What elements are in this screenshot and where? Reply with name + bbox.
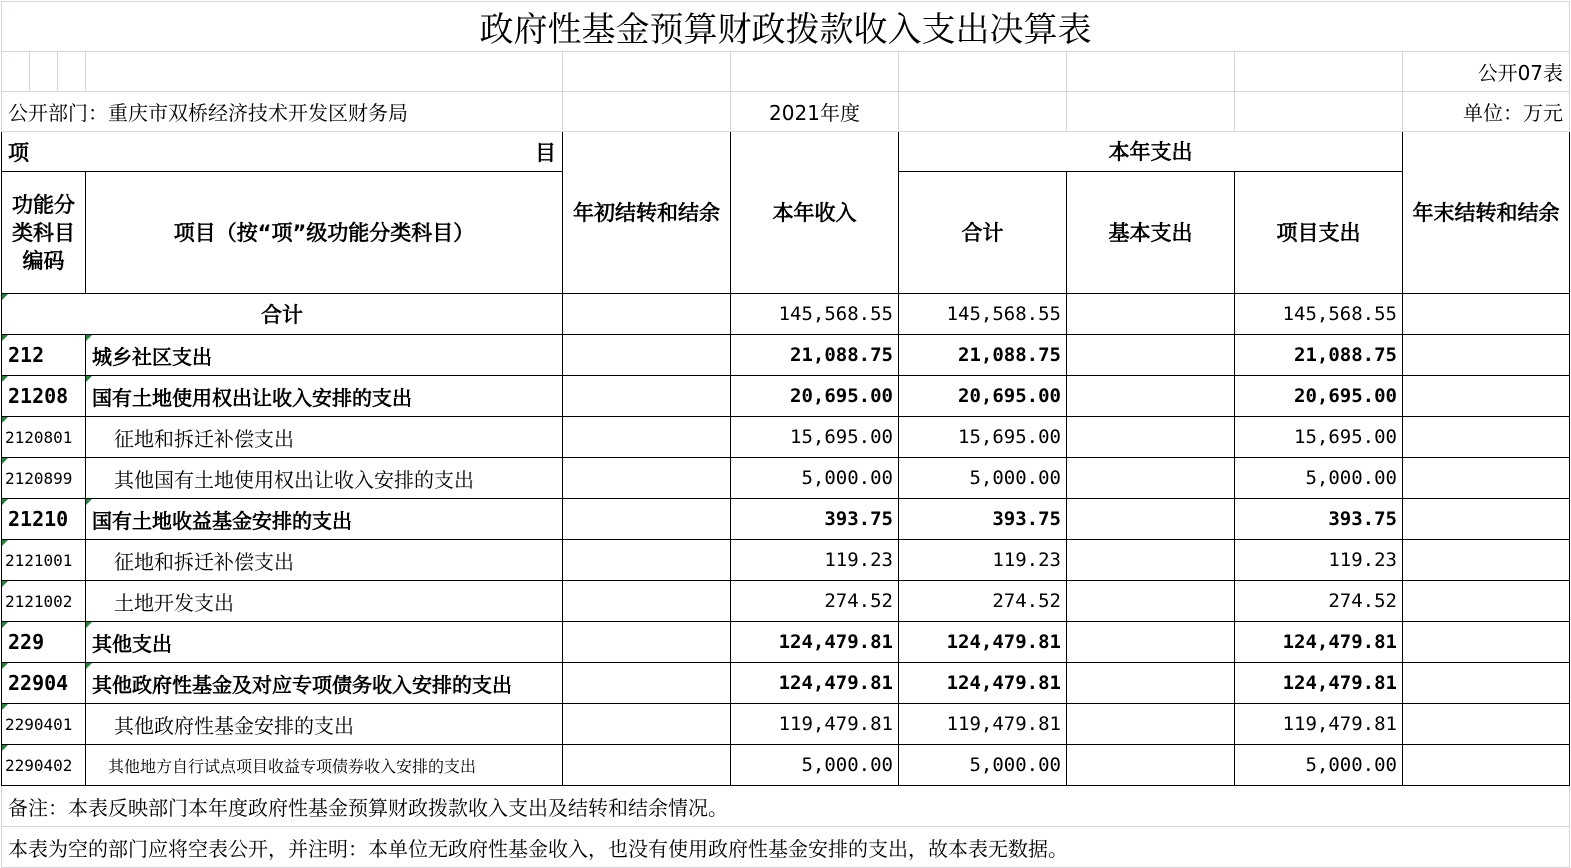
row-income[interactable]: 15,695.00 — [731, 417, 899, 458]
row-basic[interactable] — [1067, 581, 1235, 622]
row-code[interactable]: 22904 — [2, 663, 86, 704]
income-header: 本年收入 — [731, 132, 899, 294]
table-row — [2, 417, 1570, 458]
row-project[interactable]: 5,000.00 — [1235, 745, 1403, 786]
note-1: 备注：本表反映部门本年度政府性基金预算财政拨款收入支出及结转和结余情况。 — [2, 786, 1570, 827]
row-name[interactable]: 其他国有土地使用权出让收入安排的支出 — [86, 458, 563, 499]
empty-cell[interactable] — [563, 52, 731, 92]
table-row — [2, 540, 1570, 581]
empty-cell[interactable] — [2, 52, 30, 92]
empty-cell[interactable] — [58, 52, 86, 92]
row-code[interactable]: 2290402 — [2, 745, 86, 786]
row-code[interactable]: 2121002 — [2, 581, 86, 622]
unit-label: 单位：万元 — [1403, 92, 1570, 132]
row-code[interactable]: 21208 — [2, 376, 86, 417]
budget-sheet — [1, 1, 1570, 868]
row-income[interactable]: 274.52 — [731, 581, 899, 622]
row-closing[interactable] — [1403, 745, 1570, 786]
empty-cell[interactable] — [899, 92, 1067, 132]
row-basic[interactable] — [1067, 704, 1235, 745]
row-name[interactable]: 其他支出 — [86, 622, 563, 663]
row-closing[interactable] — [1403, 417, 1570, 458]
fiscal-year: 2021年度 — [731, 92, 899, 132]
row-income[interactable]: 5,000.00 — [731, 458, 899, 499]
department-label: 公开部门：重庆市双桥经济技术开发区财务局 — [2, 92, 563, 132]
row-basic[interactable] — [1067, 499, 1235, 540]
total-row-label: 合计 — [2, 294, 563, 335]
row-basic[interactable] — [1067, 458, 1235, 499]
row-opening[interactable] — [563, 704, 731, 745]
row-total[interactable]: 15,695.00 — [899, 417, 1067, 458]
row-name[interactable]: 国有土地使用权出让收入安排的支出 — [86, 376, 563, 417]
row-code[interactable]: 21210 — [2, 499, 86, 540]
code-column-header: 功能分类科目编码 — [2, 172, 86, 294]
row-total[interactable]: 5,000.00 — [899, 745, 1067, 786]
row-total[interactable]: 274.52 — [899, 581, 1067, 622]
expense-total-header: 合计 — [899, 172, 1067, 294]
row-basic[interactable] — [1067, 335, 1235, 376]
empty-cell[interactable] — [86, 52, 563, 92]
total-opening[interactable] — [563, 294, 731, 335]
row-name[interactable]: 征地和拆迁补偿支出 — [86, 540, 563, 581]
row-opening[interactable] — [563, 458, 731, 499]
opening-balance-header: 年初结转和结余 — [563, 132, 731, 294]
row-opening[interactable] — [563, 663, 731, 704]
row-closing[interactable] — [1403, 704, 1570, 745]
table-row — [2, 663, 1570, 704]
row-total[interactable]: 124,479.81 — [899, 622, 1067, 663]
table-row — [2, 335, 1570, 376]
row-code[interactable]: 229 — [2, 622, 86, 663]
empty-cell[interactable] — [1067, 52, 1235, 92]
row-closing[interactable] — [1403, 581, 1570, 622]
row-opening[interactable] — [563, 335, 731, 376]
table-row — [2, 376, 1570, 417]
row-basic[interactable] — [1067, 745, 1235, 786]
row-income[interactable]: 5,000.00 — [731, 745, 899, 786]
table-row — [2, 622, 1570, 663]
row-project[interactable]: 119,479.81 — [1235, 704, 1403, 745]
project-expense-header: 项目支出 — [1235, 172, 1403, 294]
row-total[interactable]: 21,088.75 — [899, 335, 1067, 376]
row-income[interactable]: 21,088.75 — [731, 335, 899, 376]
row-project[interactable]: 20,695.00 — [1235, 376, 1403, 417]
closing-balance-header: 年末结转和结余 — [1403, 132, 1570, 294]
expense-group-header: 本年支出 — [899, 132, 1403, 172]
row-closing[interactable] — [1403, 540, 1570, 581]
row-closing[interactable] — [1403, 622, 1570, 663]
row-opening[interactable] — [563, 745, 731, 786]
row-code[interactable]: 2290401 — [2, 704, 86, 745]
row-basic[interactable] — [1067, 663, 1235, 704]
row-total[interactable]: 124,479.81 — [899, 663, 1067, 704]
table-row — [2, 499, 1570, 540]
row-income[interactable]: 124,479.81 — [731, 622, 899, 663]
item-header-right: 目 — [535, 140, 556, 165]
total-closing[interactable] — [1403, 294, 1570, 335]
row-name[interactable]: 其他政府性基金安排的支出 — [86, 704, 563, 745]
row-total[interactable]: 20,695.00 — [899, 376, 1067, 417]
row-total[interactable]: 5,000.00 — [899, 458, 1067, 499]
table-row — [2, 745, 1570, 786]
row-opening[interactable] — [563, 376, 731, 417]
empty-cell[interactable] — [899, 52, 1067, 92]
row-income[interactable]: 393.75 — [731, 499, 899, 540]
table-row — [2, 458, 1570, 499]
row-code[interactable]: 2121001 — [2, 540, 86, 581]
row-name[interactable]: 其他政府性基金及对应专项债务收入安排的支出 — [86, 663, 563, 704]
empty-cell[interactable] — [30, 52, 58, 92]
row-name[interactable]: 其他地方自行试点项目收益专项债券收入安排的支出 — [86, 745, 563, 786]
table-row — [2, 704, 1570, 745]
row-name[interactable]: 国有土地收益基金安排的支出 — [86, 499, 563, 540]
item-header — [2, 132, 563, 172]
row-project[interactable]: 15,695.00 — [1235, 417, 1403, 458]
empty-cell[interactable] — [1235, 52, 1403, 92]
row-income[interactable]: 20,695.00 — [731, 376, 899, 417]
row-opening[interactable] — [563, 622, 731, 663]
row-project[interactable]: 124,479.81 — [1235, 622, 1403, 663]
basic-expense-header: 基本支出 — [1067, 172, 1235, 294]
row-closing[interactable] — [1403, 376, 1570, 417]
row-code[interactable]: 2120801 — [2, 417, 86, 458]
row-project[interactable]: 393.75 — [1235, 499, 1403, 540]
row-basic[interactable] — [1067, 622, 1235, 663]
empty-cell[interactable] — [563, 92, 731, 132]
table-number: 公开07表 — [1403, 52, 1570, 92]
row-income[interactable]: 119.23 — [731, 540, 899, 581]
row-closing[interactable] — [1403, 335, 1570, 376]
row-name[interactable]: 城乡社区支出 — [86, 335, 563, 376]
total-income[interactable]: 145,568.55 — [731, 294, 899, 335]
row-opening[interactable] — [563, 417, 731, 458]
row-name[interactable]: 征地和拆迁补偿支出 — [86, 417, 563, 458]
row-project[interactable]: 124,479.81 — [1235, 663, 1403, 704]
row-project[interactable]: 119.23 — [1235, 540, 1403, 581]
row-opening[interactable] — [563, 581, 731, 622]
row-closing[interactable] — [1403, 458, 1570, 499]
row-closing[interactable] — [1403, 499, 1570, 540]
row-code[interactable]: 2120899 — [2, 458, 86, 499]
note-2: 本表为空的部门应将空表公开，并注明：本单位无政府性基金收入，也没有使用政府性基金安排的支出，故本表无数据。 — [2, 827, 1570, 868]
page-title: 政府性基金预算财政拨款收入支出决算表 — [2, 2, 1570, 52]
row-project[interactable]: 274.52 — [1235, 581, 1403, 622]
row-project[interactable]: 21,088.75 — [1235, 335, 1403, 376]
row-opening[interactable] — [563, 499, 731, 540]
row-name[interactable]: 土地开发支出 — [86, 581, 563, 622]
row-basic[interactable] — [1067, 417, 1235, 458]
row-income[interactable]: 119,479.81 — [731, 704, 899, 745]
empty-cell[interactable] — [1235, 92, 1403, 132]
total-basic[interactable] — [1067, 294, 1235, 335]
row-basic[interactable] — [1067, 376, 1235, 417]
row-code[interactable]: 212 — [2, 335, 86, 376]
empty-cell[interactable] — [731, 52, 899, 92]
row-income[interactable]: 124,479.81 — [731, 663, 899, 704]
total-expense[interactable]: 145,568.55 — [899, 294, 1067, 335]
name-column-header: 项目（按“项”级功能分类科目） — [86, 172, 563, 294]
item-header-left: 项 — [8, 140, 29, 165]
empty-cell[interactable] — [1067, 92, 1235, 132]
total-project[interactable]: 145,568.55 — [1235, 294, 1403, 335]
row-opening[interactable] — [563, 540, 731, 581]
row-total[interactable]: 393.75 — [899, 499, 1067, 540]
row-project[interactable]: 5,000.00 — [1235, 458, 1403, 499]
row-closing[interactable] — [1403, 663, 1570, 704]
row-total[interactable]: 119.23 — [899, 540, 1067, 581]
row-total[interactable]: 119,479.81 — [899, 704, 1067, 745]
table-row — [2, 581, 1570, 622]
row-basic[interactable] — [1067, 540, 1235, 581]
